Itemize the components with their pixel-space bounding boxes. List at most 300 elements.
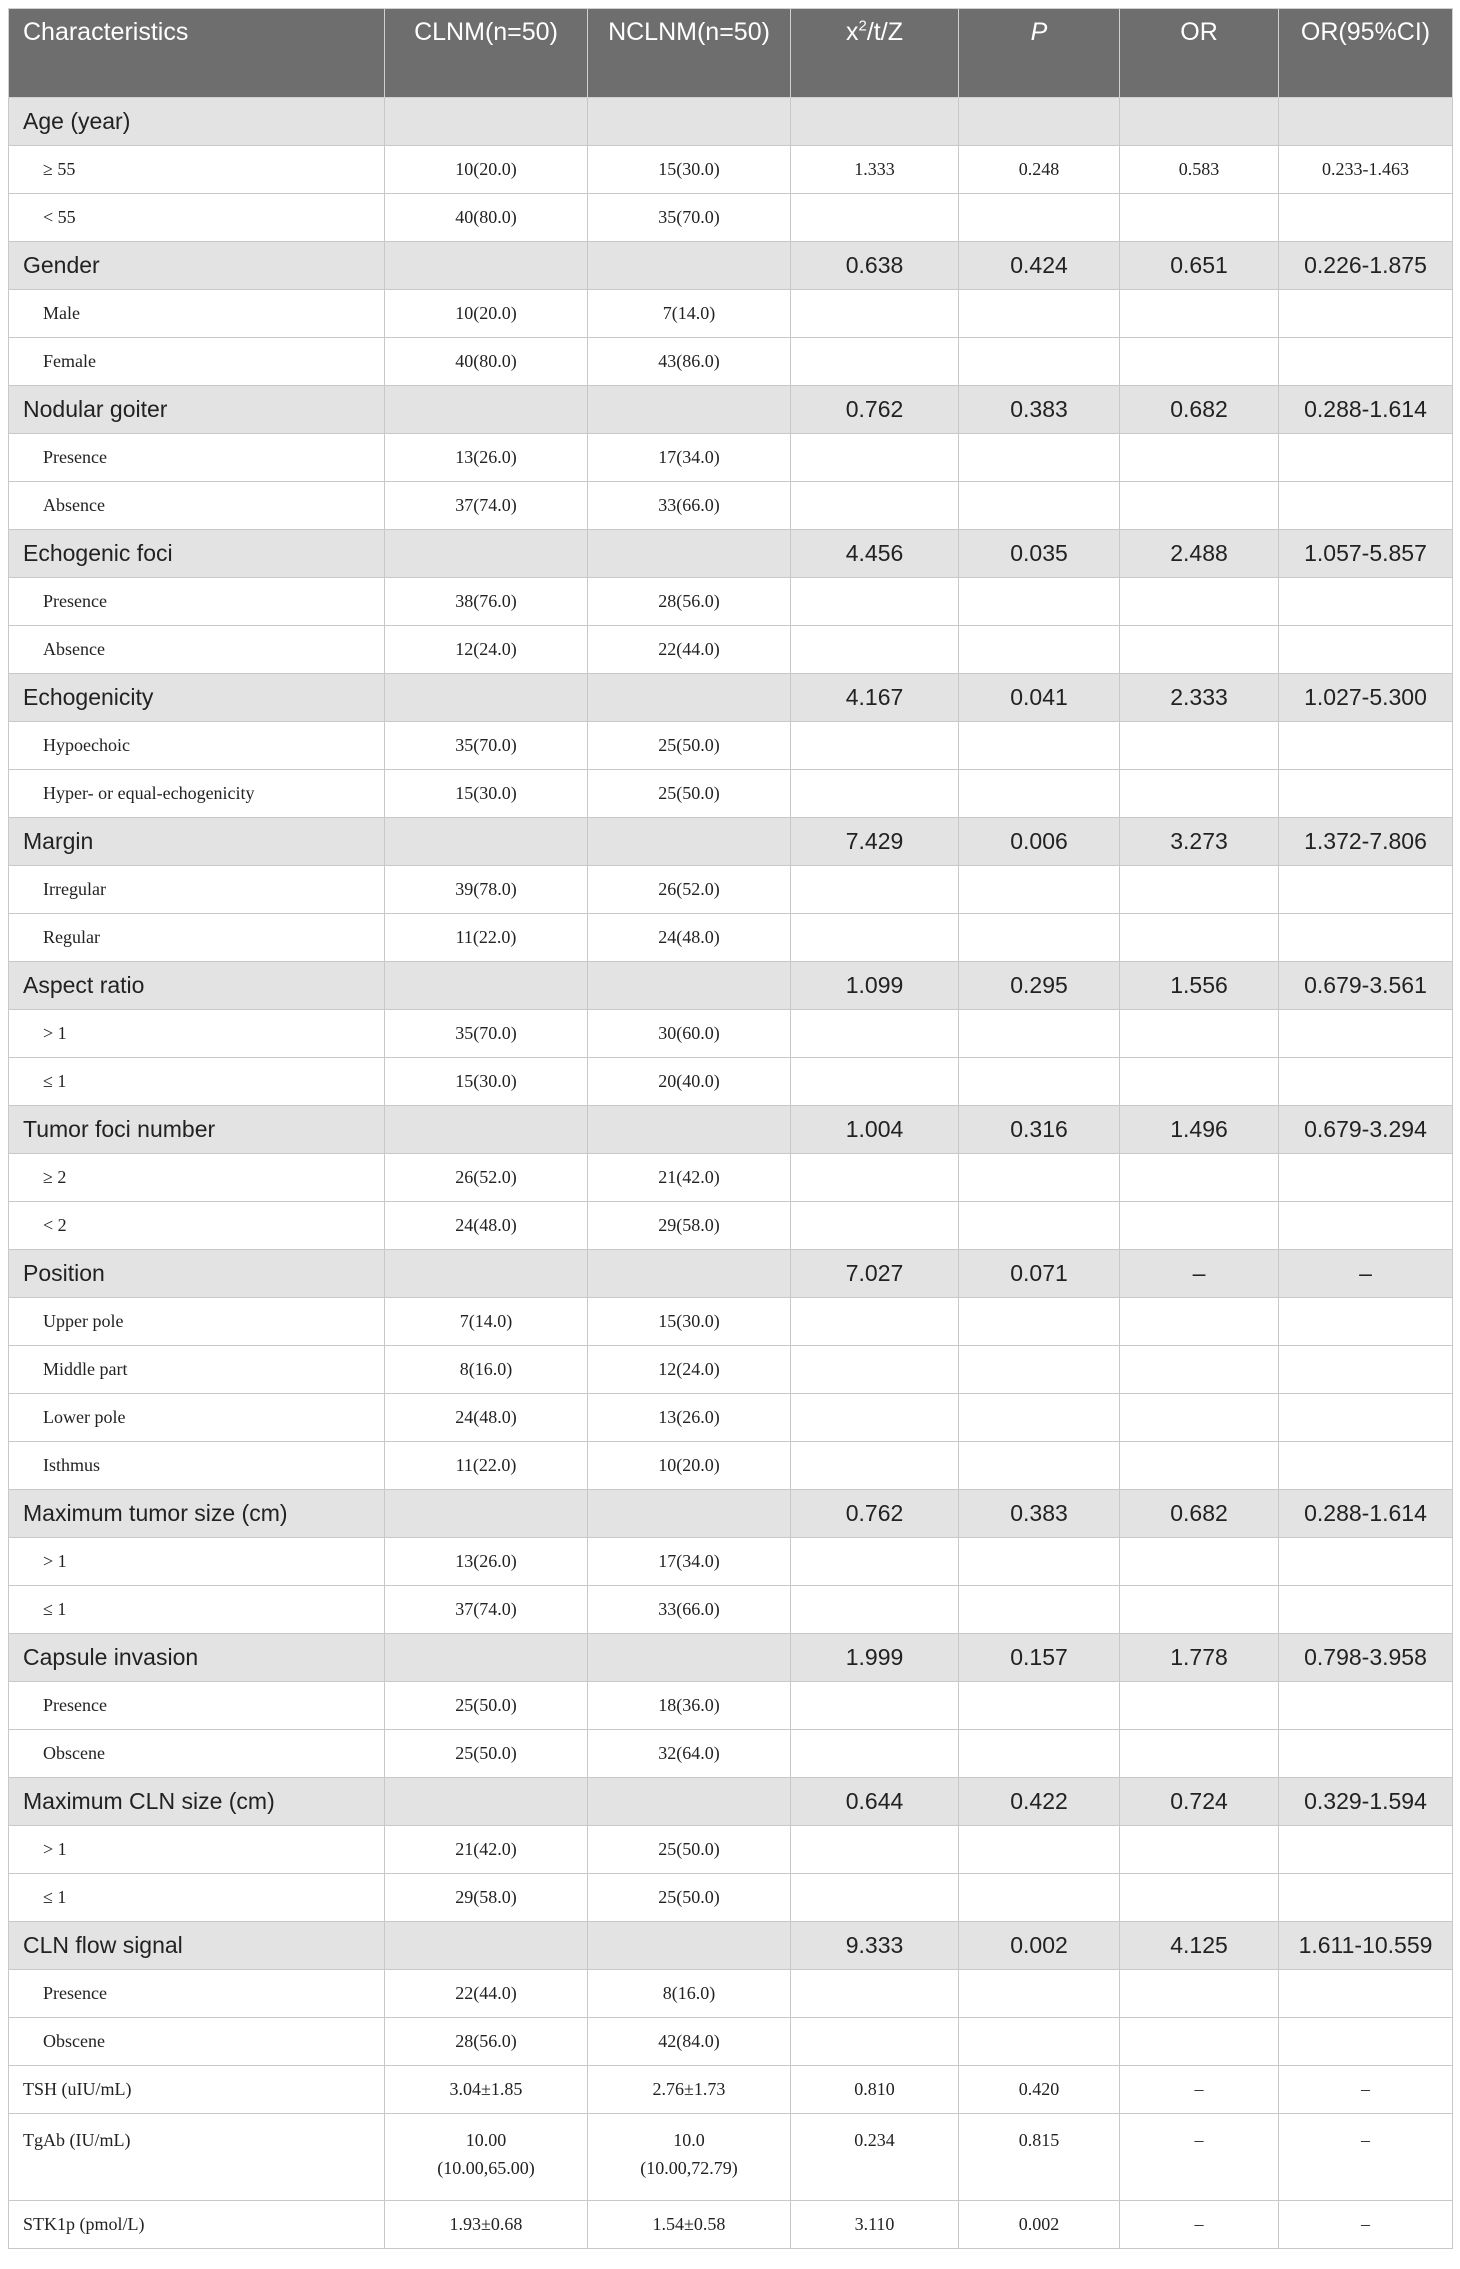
cell-statistic bbox=[791, 1730, 959, 1778]
cell-p-value bbox=[959, 1058, 1120, 1106]
cell-clnm: 8(16.0) bbox=[385, 1346, 588, 1394]
cell-nclnm: 1.54±0.58 bbox=[588, 2201, 791, 2249]
cell-p-value: 0.383 bbox=[959, 386, 1120, 434]
cell-clnm bbox=[385, 2114, 588, 2201]
header-nclnm-n: (n=50) bbox=[696, 18, 770, 46]
cell-characteristic: < 2 bbox=[9, 1202, 385, 1250]
cell-clnm: 24(48.0) bbox=[385, 1394, 588, 1442]
cell-statistic bbox=[791, 2018, 959, 2066]
cell-or: 4.125 bbox=[1120, 1922, 1279, 1970]
variable-row bbox=[9, 2066, 1453, 2114]
cell-nclnm: 25(50.0) bbox=[588, 722, 791, 770]
cell-characteristic: ≤ 1 bbox=[9, 1586, 385, 1634]
cell-or bbox=[1120, 1970, 1279, 2018]
subcategory-row bbox=[9, 338, 1453, 386]
cell-statistic bbox=[791, 1970, 959, 2018]
cell-characteristic: Position bbox=[9, 1250, 385, 1298]
subcategory-row bbox=[9, 1010, 1453, 1058]
cell-nclnm: 33(66.0) bbox=[588, 1586, 791, 1634]
cell-or bbox=[1120, 1298, 1279, 1346]
cell-p-value: 0.383 bbox=[959, 1490, 1120, 1538]
cell-or-ci bbox=[1279, 1202, 1453, 1250]
subcategory-row bbox=[9, 1586, 1453, 1634]
cell-clnm: 25(50.0) bbox=[385, 1730, 588, 1778]
header-nclnm-label: NCLNM bbox=[608, 18, 697, 46]
cell-or: 1.496 bbox=[1120, 1106, 1279, 1154]
cell-p-value: 0.002 bbox=[959, 1922, 1120, 1970]
cell-p-value bbox=[959, 914, 1120, 962]
cell-characteristic: Maximum tumor size (cm) bbox=[9, 1490, 385, 1538]
cell-or-ci bbox=[1279, 2018, 1453, 2066]
cell-statistic: 0.644 bbox=[791, 1778, 959, 1826]
cell-nclnm-range: (10.00,72.79) bbox=[640, 2158, 738, 2178]
cell-or bbox=[1120, 1586, 1279, 1634]
subcategory-row bbox=[9, 1202, 1453, 1250]
cell-p-value: 0.248 bbox=[959, 146, 1120, 194]
cell-or-ci: 1.057-5.857 bbox=[1279, 530, 1453, 578]
header-p bbox=[959, 9, 1120, 98]
cell-clnm bbox=[385, 386, 588, 434]
cell-characteristic: Hypoechoic bbox=[9, 722, 385, 770]
cell-or-ci bbox=[1279, 914, 1453, 962]
cell-clnm: 10(20.0) bbox=[385, 146, 588, 194]
cell-or-ci bbox=[1279, 1874, 1453, 1922]
cell-statistic bbox=[791, 722, 959, 770]
cell-or bbox=[1120, 722, 1279, 770]
cell-statistic bbox=[791, 770, 959, 818]
cell-or-ci bbox=[1279, 482, 1453, 530]
cell-or-ci bbox=[1279, 290, 1453, 338]
cell-p-value bbox=[959, 1346, 1120, 1394]
cell-or bbox=[1120, 1394, 1279, 1442]
cell-nclnm bbox=[588, 530, 791, 578]
cell-or-ci: 1.372-7.806 bbox=[1279, 818, 1453, 866]
cell-nclnm bbox=[588, 386, 791, 434]
cell-statistic bbox=[791, 1538, 959, 1586]
cell-or-ci bbox=[1279, 338, 1453, 386]
cell-p-value: 0.815 bbox=[959, 2114, 1120, 2201]
cell-clnm: 25(50.0) bbox=[385, 1682, 588, 1730]
cell-nclnm: 30(60.0) bbox=[588, 1010, 791, 1058]
cell-nclnm: 10(20.0) bbox=[588, 1442, 791, 1490]
table-body bbox=[9, 98, 1453, 2249]
cell-clnm: 37(74.0) bbox=[385, 1586, 588, 1634]
subcategory-row bbox=[9, 482, 1453, 530]
cell-nclnm: 17(34.0) bbox=[588, 434, 791, 482]
cell-or bbox=[1120, 1682, 1279, 1730]
subcategory-row bbox=[9, 1298, 1453, 1346]
cell-characteristic: > 1 bbox=[9, 1538, 385, 1586]
cell-characteristic: Isthmus bbox=[9, 1442, 385, 1490]
cell-statistic bbox=[791, 1586, 959, 1634]
cell-characteristic: ≤ 1 bbox=[9, 1874, 385, 1922]
group-row bbox=[9, 530, 1453, 578]
cell-clnm: 22(44.0) bbox=[385, 1970, 588, 2018]
cell-p-value: 0.422 bbox=[959, 1778, 1120, 1826]
variable-row bbox=[9, 2114, 1453, 2201]
subcategory-row bbox=[9, 914, 1453, 962]
cell-p-value bbox=[959, 1202, 1120, 1250]
cell-nclnm bbox=[588, 1106, 791, 1154]
variable-row bbox=[9, 2201, 1453, 2249]
cell-nclnm bbox=[588, 1634, 791, 1682]
cell-or-ci bbox=[1279, 1970, 1453, 2018]
subcategory-row bbox=[9, 290, 1453, 338]
cell-statistic bbox=[791, 482, 959, 530]
cell-characteristic: < 55 bbox=[9, 194, 385, 242]
cell-nclnm: 15(30.0) bbox=[588, 1298, 791, 1346]
cell-p-value bbox=[959, 2018, 1120, 2066]
group-row bbox=[9, 1634, 1453, 1682]
cell-clnm: 11(22.0) bbox=[385, 1442, 588, 1490]
cell-clnm: 39(78.0) bbox=[385, 866, 588, 914]
cell-or: 0.724 bbox=[1120, 1778, 1279, 1826]
cell-nclnm bbox=[588, 674, 791, 722]
cell-characteristic: CLN flow signal bbox=[9, 1922, 385, 1970]
subcategory-row bbox=[9, 146, 1453, 194]
header-clnm-label: CLNM bbox=[414, 18, 485, 46]
cell-or bbox=[1120, 914, 1279, 962]
cell-or: 0.682 bbox=[1120, 386, 1279, 434]
cell-nclnm-median: 10.0 bbox=[673, 2130, 705, 2150]
cell-statistic: 9.333 bbox=[791, 1922, 959, 1970]
cell-clnm: 13(26.0) bbox=[385, 434, 588, 482]
cell-clnm bbox=[385, 1634, 588, 1682]
cell-nclnm: 20(40.0) bbox=[588, 1058, 791, 1106]
cell-or bbox=[1120, 578, 1279, 626]
cell-statistic bbox=[791, 1154, 959, 1202]
group-row bbox=[9, 962, 1453, 1010]
cell-clnm: 15(30.0) bbox=[385, 770, 588, 818]
cell-statistic: 1.999 bbox=[791, 1634, 959, 1682]
cell-characteristic: Aspect ratio bbox=[9, 962, 385, 1010]
cell-or bbox=[1120, 770, 1279, 818]
cell-p-value bbox=[959, 1586, 1120, 1634]
cell-or bbox=[1120, 1058, 1279, 1106]
cell-p-value: 0.424 bbox=[959, 242, 1120, 290]
cell-nclnm: 21(42.0) bbox=[588, 1154, 791, 1202]
cell-characteristic: Absence bbox=[9, 626, 385, 674]
cell-clnm bbox=[385, 1778, 588, 1826]
cell-clnm bbox=[385, 1922, 588, 1970]
cell-clnm-median: 10.00 bbox=[465, 2130, 507, 2150]
group-row bbox=[9, 1106, 1453, 1154]
cell-p-value bbox=[959, 866, 1120, 914]
header-statistic bbox=[791, 9, 959, 98]
cell-clnm: 38(76.0) bbox=[385, 578, 588, 626]
cell-p-value bbox=[959, 290, 1120, 338]
cell-or-ci: 0.226-1.875 bbox=[1279, 242, 1453, 290]
cell-characteristic: Maximum CLN size (cm) bbox=[9, 1778, 385, 1826]
cell-characteristic: Gender bbox=[9, 242, 385, 290]
cell-statistic bbox=[791, 1394, 959, 1442]
subcategory-row bbox=[9, 1682, 1453, 1730]
cell-or bbox=[1120, 194, 1279, 242]
header-characteristics: Characteristics bbox=[9, 9, 385, 98]
cell-statistic bbox=[791, 338, 959, 386]
cell-p-value bbox=[959, 194, 1120, 242]
header-stat-rest: /t/Z bbox=[866, 18, 903, 46]
cell-statistic bbox=[791, 866, 959, 914]
subcategory-row bbox=[9, 722, 1453, 770]
cell-or-ci bbox=[1279, 1442, 1453, 1490]
cell-or bbox=[1120, 434, 1279, 482]
cell-nclnm bbox=[588, 98, 791, 146]
header-row bbox=[9, 9, 1453, 98]
cell-clnm-range: (10.00,65.00) bbox=[437, 2158, 535, 2178]
cell-or: 0.651 bbox=[1120, 242, 1279, 290]
cell-nclnm: 15(30.0) bbox=[588, 146, 791, 194]
cell-p-value bbox=[959, 1682, 1120, 1730]
cell-or: 0.682 bbox=[1120, 1490, 1279, 1538]
cell-nclnm bbox=[588, 1922, 791, 1970]
cell-statistic bbox=[791, 1346, 959, 1394]
cell-or bbox=[1120, 1442, 1279, 1490]
cell-characteristic: Presence bbox=[9, 434, 385, 482]
cell-p-value bbox=[959, 1442, 1120, 1490]
cell-p-value: 0.295 bbox=[959, 962, 1120, 1010]
cell-or-ci: 0.798-3.958 bbox=[1279, 1634, 1453, 1682]
cell-or-ci: 0.288-1.614 bbox=[1279, 386, 1453, 434]
cell-clnm: 21(42.0) bbox=[385, 1826, 588, 1874]
cell-statistic: 0.762 bbox=[791, 386, 959, 434]
subcategory-row bbox=[9, 434, 1453, 482]
cell-clnm: 13(26.0) bbox=[385, 1538, 588, 1586]
cell-statistic: 7.429 bbox=[791, 818, 959, 866]
subcategory-row bbox=[9, 770, 1453, 818]
cell-or-ci bbox=[1279, 434, 1453, 482]
cell-statistic bbox=[791, 1442, 959, 1490]
subcategory-row bbox=[9, 1970, 1453, 2018]
cell-nclnm bbox=[588, 2114, 791, 2201]
cell-or bbox=[1120, 1010, 1279, 1058]
cell-or-ci bbox=[1279, 1538, 1453, 1586]
subcategory-row bbox=[9, 1730, 1453, 1778]
header-clnm-n: (n=50) bbox=[484, 18, 558, 46]
cell-p-value bbox=[959, 1298, 1120, 1346]
cell-characteristic: Echogenic foci bbox=[9, 530, 385, 578]
cell-or-ci bbox=[1279, 194, 1453, 242]
cell-or bbox=[1120, 866, 1279, 914]
cell-clnm bbox=[385, 1250, 588, 1298]
cell-nclnm: 8(16.0) bbox=[588, 1970, 791, 2018]
cell-p-value bbox=[959, 1154, 1120, 1202]
cell-characteristic: Obscene bbox=[9, 2018, 385, 2066]
cell-clnm: 11(22.0) bbox=[385, 914, 588, 962]
cell-or-ci bbox=[1279, 626, 1453, 674]
cell-statistic bbox=[791, 98, 959, 146]
cell-statistic: 0.762 bbox=[791, 1490, 959, 1538]
cell-or-ci bbox=[1279, 1346, 1453, 1394]
cell-p-value: 0.035 bbox=[959, 530, 1120, 578]
cell-clnm bbox=[385, 962, 588, 1010]
cell-characteristic: Age (year) bbox=[9, 98, 385, 146]
cell-statistic bbox=[791, 626, 959, 674]
subcategory-row bbox=[9, 1538, 1453, 1586]
cell-statistic bbox=[791, 434, 959, 482]
cell-clnm bbox=[385, 818, 588, 866]
cell-nclnm: 7(14.0) bbox=[588, 290, 791, 338]
cell-or bbox=[1120, 338, 1279, 386]
cell-or-ci: 0.679-3.294 bbox=[1279, 1106, 1453, 1154]
cell-statistic: 0.234 bbox=[791, 2114, 959, 2201]
cell-statistic bbox=[791, 1058, 959, 1106]
cell-or: 1.556 bbox=[1120, 962, 1279, 1010]
header-or: OR bbox=[1120, 9, 1279, 98]
characteristics-table bbox=[8, 8, 1453, 2249]
cell-statistic bbox=[791, 1010, 959, 1058]
cell-or-ci bbox=[1279, 98, 1453, 146]
cell-nclnm bbox=[588, 1250, 791, 1298]
cell-or-ci: 1.611-10.559 bbox=[1279, 1922, 1453, 1970]
group-row bbox=[9, 1922, 1453, 1970]
cell-or: – bbox=[1120, 2201, 1279, 2249]
cell-nclnm bbox=[588, 1490, 791, 1538]
cell-clnm: 26(52.0) bbox=[385, 1154, 588, 1202]
group-row bbox=[9, 1490, 1453, 1538]
cell-nclnm: 18(36.0) bbox=[588, 1682, 791, 1730]
cell-p-value: 0.316 bbox=[959, 1106, 1120, 1154]
cell-nclnm: 29(58.0) bbox=[588, 1202, 791, 1250]
cell-or bbox=[1120, 290, 1279, 338]
cell-characteristic: TSH (uIU/mL) bbox=[9, 2066, 385, 2114]
cell-characteristic: Female bbox=[9, 338, 385, 386]
cell-or bbox=[1120, 482, 1279, 530]
cell-or-ci: 0.679-3.561 bbox=[1279, 962, 1453, 1010]
cell-characteristic: Capsule invasion bbox=[9, 1634, 385, 1682]
cell-statistic: 4.167 bbox=[791, 674, 959, 722]
group-row bbox=[9, 386, 1453, 434]
cell-characteristic: Obscene bbox=[9, 1730, 385, 1778]
table-container bbox=[8, 8, 1452, 2249]
cell-characteristic: STK1p (pmol/L) bbox=[9, 2201, 385, 2249]
cell-p-value: 0.420 bbox=[959, 2066, 1120, 2114]
cell-or bbox=[1120, 1154, 1279, 1202]
cell-characteristic: Tumor foci number bbox=[9, 1106, 385, 1154]
cell-nclnm: 25(50.0) bbox=[588, 770, 791, 818]
cell-or bbox=[1120, 626, 1279, 674]
cell-or-ci bbox=[1279, 722, 1453, 770]
cell-clnm bbox=[385, 1106, 588, 1154]
header-nclnm bbox=[588, 9, 791, 98]
cell-p-value bbox=[959, 1010, 1120, 1058]
cell-clnm bbox=[385, 242, 588, 290]
cell-characteristic: Male bbox=[9, 290, 385, 338]
cell-or bbox=[1120, 1730, 1279, 1778]
cell-or-ci bbox=[1279, 1154, 1453, 1202]
cell-statistic: 0.638 bbox=[791, 242, 959, 290]
table-header bbox=[9, 9, 1453, 98]
cell-statistic bbox=[791, 1202, 959, 1250]
cell-nclnm bbox=[588, 1778, 791, 1826]
cell-characteristic: ≤ 1 bbox=[9, 1058, 385, 1106]
subcategory-row bbox=[9, 1394, 1453, 1442]
cell-p-value: 0.071 bbox=[959, 1250, 1120, 1298]
subcategory-row bbox=[9, 1346, 1453, 1394]
cell-nclnm bbox=[588, 962, 791, 1010]
cell-or bbox=[1120, 98, 1279, 146]
cell-or-ci: 0.233-1.463 bbox=[1279, 146, 1453, 194]
cell-characteristic: Presence bbox=[9, 1970, 385, 2018]
cell-characteristic: Upper pole bbox=[9, 1298, 385, 1346]
cell-or-ci: – bbox=[1279, 2066, 1453, 2114]
cell-characteristic: Lower pole bbox=[9, 1394, 385, 1442]
cell-statistic bbox=[791, 1298, 959, 1346]
cell-or: – bbox=[1120, 1250, 1279, 1298]
cell-p-value bbox=[959, 482, 1120, 530]
cell-or: 3.273 bbox=[1120, 818, 1279, 866]
cell-or bbox=[1120, 1202, 1279, 1250]
cell-or-ci bbox=[1279, 866, 1453, 914]
cell-or-ci: – bbox=[1279, 2114, 1453, 2201]
cell-clnm: 10(20.0) bbox=[385, 290, 588, 338]
cell-clnm: 1.93±0.68 bbox=[385, 2201, 588, 2249]
subcategory-row bbox=[9, 1874, 1453, 1922]
cell-p-value bbox=[959, 770, 1120, 818]
subcategory-row bbox=[9, 2018, 1453, 2066]
cell-p-value bbox=[959, 338, 1120, 386]
subcategory-row bbox=[9, 1154, 1453, 1202]
cell-clnm: 40(80.0) bbox=[385, 338, 588, 386]
cell-nclnm: 33(66.0) bbox=[588, 482, 791, 530]
group-row bbox=[9, 98, 1453, 146]
cell-nclnm bbox=[588, 818, 791, 866]
cell-clnm: 24(48.0) bbox=[385, 1202, 588, 1250]
header-clnm bbox=[385, 9, 588, 98]
cell-or-ci: – bbox=[1279, 2201, 1453, 2249]
cell-or: – bbox=[1120, 2114, 1279, 2201]
cell-characteristic: TgAb (IU/mL) bbox=[9, 2114, 385, 2201]
cell-nclnm: 26(52.0) bbox=[588, 866, 791, 914]
cell-or-ci bbox=[1279, 1826, 1453, 1874]
cell-or-ci: 0.329-1.594 bbox=[1279, 1778, 1453, 1826]
cell-statistic: 1.004 bbox=[791, 1106, 959, 1154]
cell-p-value bbox=[959, 578, 1120, 626]
cell-clnm bbox=[385, 1490, 588, 1538]
cell-nclnm: 42(84.0) bbox=[588, 2018, 791, 2066]
cell-p-value bbox=[959, 1970, 1120, 2018]
cell-characteristic: Hyper- or equal-echogenicity bbox=[9, 770, 385, 818]
cell-statistic bbox=[791, 1682, 959, 1730]
cell-characteristic: Regular bbox=[9, 914, 385, 962]
cell-clnm: 3.04±1.85 bbox=[385, 2066, 588, 2114]
cell-statistic bbox=[791, 1826, 959, 1874]
cell-or: 2.488 bbox=[1120, 530, 1279, 578]
cell-or-ci bbox=[1279, 578, 1453, 626]
cell-statistic bbox=[791, 1874, 959, 1922]
cell-characteristic: Echogenicity bbox=[9, 674, 385, 722]
cell-p-value bbox=[959, 1730, 1120, 1778]
cell-clnm: 35(70.0) bbox=[385, 722, 588, 770]
cell-p-value: 0.041 bbox=[959, 674, 1120, 722]
cell-statistic bbox=[791, 290, 959, 338]
cell-or: 0.583 bbox=[1120, 146, 1279, 194]
cell-statistic: 0.810 bbox=[791, 2066, 959, 2114]
group-row bbox=[9, 1250, 1453, 1298]
header-stat-base: x bbox=[846, 18, 859, 46]
cell-p-value bbox=[959, 1394, 1120, 1442]
header-or-ci: OR(95%CI) bbox=[1279, 9, 1453, 98]
cell-p-value: 0.157 bbox=[959, 1634, 1120, 1682]
cell-nclnm: 24(48.0) bbox=[588, 914, 791, 962]
subcategory-row bbox=[9, 578, 1453, 626]
cell-statistic bbox=[791, 194, 959, 242]
cell-or-ci bbox=[1279, 1586, 1453, 1634]
subcategory-row bbox=[9, 1442, 1453, 1490]
cell-or: – bbox=[1120, 2066, 1279, 2114]
cell-or-ci bbox=[1279, 1298, 1453, 1346]
cell-characteristic: Nodular goiter bbox=[9, 386, 385, 434]
